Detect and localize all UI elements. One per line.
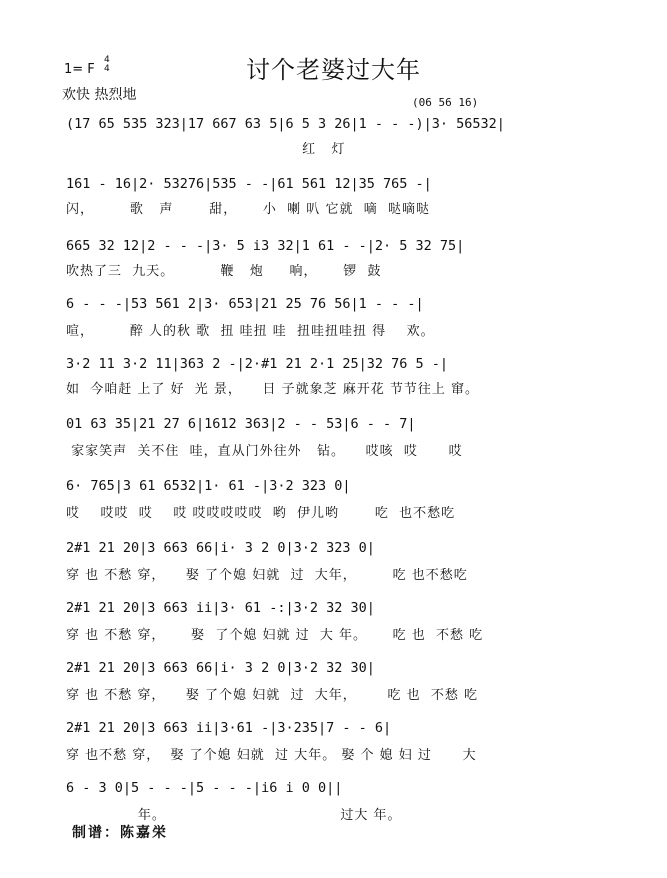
notes-line-9: 2#1 21 20|3 663 ii|3· 61 -:|3·2 32 30|	[66, 600, 375, 616]
lyrics-line-12: 年。 过大 年。	[66, 808, 402, 823]
notes-line-3: 665 32 12|2 - - -|3· 5 i3 32|1 61 - -|2· 5 32 75|	[66, 238, 465, 254]
intro-bracket: (06 56 16)	[412, 96, 479, 109]
tempo-marking: 欢快 热烈地	[62, 87, 137, 103]
notes-line-1: (17 65 535 323|17 667 63 5|6 5 3 26|1 - - -)|3· 56532|	[66, 116, 505, 132]
lyrics-line-8: 穿 也 不愁 穿， 娶 了个媳 妇就 过 大年， 吃 也不愁吃	[66, 568, 468, 583]
notes-line-8: 2#1 21 20|3 663 66|i· 3 2 0|3·2 323 0|	[66, 540, 375, 556]
key-signature: 1= F	[64, 62, 95, 77]
lyrics-line-2: 闪， 歌 声 甜， 小 喇 叭 它就 嘀 哒嘀哒	[66, 202, 430, 217]
meter-bottom: 4	[104, 64, 110, 74]
lyrics-line-6: 家家笑声 关不住 哇，直从门外往外 钻。 哎咳 哎 哎	[66, 444, 463, 459]
notes-line-5: 3·2 11 3·2 11|363 2 -|2·#1 21 2·1 25|32 76 5 -|	[66, 356, 449, 372]
notes-line-7: 6· 765|3 61 6532|1· 61 -|3·2 323 0|	[66, 478, 351, 494]
lyrics-line-5: 如 今咱赶 上了 好 光 景， 日 子就象芝 麻开花 节节往上 窜。	[66, 382, 479, 397]
lyrics-line-7: 哎 哎哎 哎 哎 哎哎哎哎哎 哟 伊儿哟 吃 也不愁吃	[66, 506, 456, 521]
notes-line-10: 2#1 21 20|3 663 66|i· 3 2 0|3·2 32 30|	[66, 660, 375, 676]
lyrics-line-4: 喧， 醉 人的秋 歌 扭 哇扭 哇 扭哇扭哇扭 得 欢。	[66, 324, 435, 339]
lyrics-line-10: 穿 也 不愁 穿， 娶 了个媳 妇就 过 大年， 吃 也 不愁 吃	[66, 688, 479, 703]
meter-top: 4	[104, 55, 110, 65]
transcriber-credit: 制谱：陈嘉栄	[72, 825, 168, 841]
notes-line-11: 2#1 21 20|3 663 ii|3·61 -|3·235|7 - - 6|	[66, 720, 392, 736]
lyrics-line-1: 红 灯	[66, 142, 346, 157]
notes-line-12: 6 - 3 0|5 - - -|5 - - -|i6 i 0 0||	[66, 780, 343, 796]
song-title: 讨个老婆过大年	[246, 56, 421, 84]
notes-line-4: 6 - - -|53 561 2|3· 653|21 25 76 56|1 - - -|	[66, 296, 424, 312]
lyrics-line-9: 穿 也 不愁 穿， 娶 了个媳 妇就 过 大 年。 吃 也 不愁 吃	[66, 628, 484, 643]
time-signature	[104, 56, 110, 74]
notes-line-6: 01 63 35|21 27 6|1612 363|2 - - 53|6 - - 7|	[66, 416, 416, 432]
lyrics-line-11: 穿 也不愁 穿， 娶 了个媳 妇就 过 大年。 娶 个 媳 妇 过 大	[66, 748, 477, 763]
lyrics-line-3: 吹热了三 九天。 鞭 炮 响， 锣 鼓	[66, 264, 382, 279]
notes-line-2: 161 - 16|2· 53276|535 - -|61 561 12|35 765 -|	[66, 176, 432, 192]
